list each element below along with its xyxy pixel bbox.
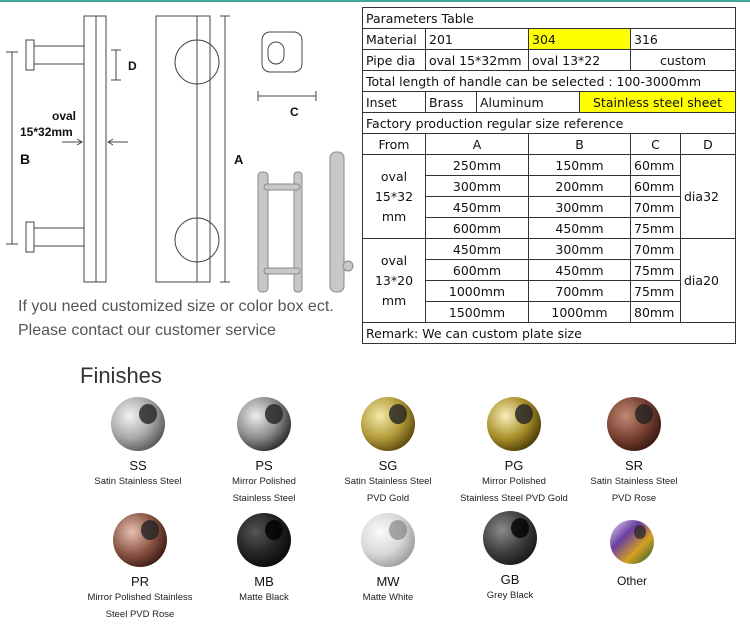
inset-aluminum: Aluminum xyxy=(477,92,580,113)
label-a: A xyxy=(234,152,244,167)
label-oval: oval xyxy=(52,109,77,123)
table-cell: 75mm xyxy=(631,260,681,281)
pipe-oval-15-32: oval 15*32mm xyxy=(426,50,529,71)
finish-name: Mirror Polished xyxy=(482,476,546,487)
material-304: 304 xyxy=(529,29,631,50)
finish-code: SG xyxy=(378,458,398,473)
table-cell: 300mm xyxy=(529,239,631,260)
table-cell: 150mm xyxy=(529,155,631,176)
finish-code: SS xyxy=(129,458,147,473)
header-a: A xyxy=(426,134,529,155)
table-cell: 200mm xyxy=(529,176,631,197)
material-label: Material xyxy=(363,29,426,50)
inset-label: Inset xyxy=(363,92,426,113)
inset-stainless-steel: Stainless steel sheet xyxy=(580,92,736,113)
finish-ss xyxy=(68,394,208,490)
total-length-row: Total length of handle can be selected : 100-3000mm xyxy=(363,71,736,92)
table-cell: 450mm xyxy=(529,218,631,239)
table-cell: 80mm xyxy=(631,302,681,323)
finish-name: Mirror Polished Stainless xyxy=(87,592,193,603)
header-from: From xyxy=(363,134,426,155)
table-cell: 1500mm xyxy=(426,302,529,323)
group2-from: oval 13*20 mm xyxy=(363,239,426,323)
finish-code: PR xyxy=(130,574,150,589)
note-customized-size: If you need customized size or color box ect. xyxy=(18,298,334,315)
remark-row: Remark: We can custom plate size xyxy=(363,323,736,344)
finish-code: PS xyxy=(255,458,273,473)
finish-code: Other xyxy=(616,574,647,588)
finish-name: Matte Black xyxy=(239,592,289,603)
table-cell: 60mm xyxy=(631,155,681,176)
table-cell: 70mm xyxy=(631,239,681,260)
table-cell: 250mm xyxy=(426,155,529,176)
table-cell: 300mm xyxy=(529,197,631,218)
finish-ball-icon xyxy=(108,394,168,454)
finish-name: Satin Stainless Steel xyxy=(344,476,432,487)
finish-sr xyxy=(564,394,704,507)
table-cell: 450mm xyxy=(529,260,631,281)
finish-pr xyxy=(70,510,210,623)
label-oval-size: 15*32mm xyxy=(20,125,73,139)
finish-name-2: Stainless Steel PVD Gold xyxy=(460,493,568,504)
finish-ps xyxy=(194,394,334,507)
top-divider-line xyxy=(0,0,750,2)
finish-ball-icon xyxy=(358,394,418,454)
header-b: B xyxy=(529,134,631,155)
finish-name: Grey Black xyxy=(486,590,534,601)
finish-gb xyxy=(440,508,580,604)
finish-ball-icon xyxy=(234,394,294,454)
table-cell: 600mm xyxy=(426,218,529,239)
finish-code: MB xyxy=(254,574,274,589)
finish-code: GB xyxy=(500,572,520,587)
finishes-title: Finishes xyxy=(80,363,162,388)
table-cell: 1000mm xyxy=(529,302,631,323)
finish-ball-icon xyxy=(358,510,418,570)
finish-mw xyxy=(318,510,458,606)
handle-technical-drawing xyxy=(0,4,360,294)
finish-name: Matte White xyxy=(362,592,414,603)
group1-d: dia32 xyxy=(681,155,736,239)
table-cell: 700mm xyxy=(529,281,631,302)
material-201: 201 xyxy=(426,29,529,50)
finish-name-2: Steel PVD Rose xyxy=(105,609,175,620)
inset-brass: Brass xyxy=(426,92,477,113)
table-cell: 1000mm xyxy=(426,281,529,302)
finish-name-2: PVD Rose xyxy=(611,493,657,504)
finish-other xyxy=(562,510,702,588)
finish-sg xyxy=(318,394,458,507)
finish-code: PG xyxy=(504,458,524,473)
table-cell: 300mm xyxy=(426,176,529,197)
header-d: D xyxy=(681,134,736,155)
finish-pg xyxy=(444,394,584,507)
finish-ball-icon xyxy=(480,508,540,568)
parameters-table xyxy=(362,7,736,344)
group1-from: oval 15*32 mm xyxy=(363,155,426,239)
label-d: D xyxy=(128,59,137,73)
table-cell: 70mm xyxy=(631,197,681,218)
factory-reference-row: Factory production regular size reference xyxy=(363,113,736,134)
header-c: C xyxy=(631,134,681,155)
table-cell: 450mm xyxy=(426,239,529,260)
table-cell: 60mm xyxy=(631,176,681,197)
finish-code: SR xyxy=(624,458,644,473)
finish-mb xyxy=(194,510,334,606)
finish-name-2: PVD Gold xyxy=(366,493,410,504)
pipe-custom: custom xyxy=(631,50,736,71)
label-c: C xyxy=(290,105,299,119)
group2-d: dia20 xyxy=(681,239,736,323)
pipe-oval-13-22: oval 13*22 xyxy=(529,50,631,71)
table-cell: 450mm xyxy=(426,197,529,218)
finish-ball-icon xyxy=(602,510,662,570)
finish-name: Satin Stainless Steel xyxy=(590,476,678,487)
finish-ball-icon xyxy=(604,394,664,454)
pipe-label: Pipe dia xyxy=(363,50,426,71)
table-cell: 75mm xyxy=(631,218,681,239)
note-contact-service: Please contact our customer service xyxy=(18,322,276,339)
finish-ball-icon xyxy=(110,510,170,570)
finish-name: Satin Stainless Steel xyxy=(94,476,182,487)
finish-ball-icon xyxy=(234,510,294,570)
handle-photo xyxy=(258,152,353,292)
finish-code: MW xyxy=(376,574,400,589)
finish-name: Mirror Polished xyxy=(232,476,296,487)
finish-name-2: Stainless Steel xyxy=(232,493,296,504)
table-cell: 75mm xyxy=(631,281,681,302)
finish-ball-icon xyxy=(484,394,544,454)
table-title: Parameters Table xyxy=(363,8,736,29)
material-316: 316 xyxy=(631,29,736,50)
label-b: B xyxy=(20,151,31,167)
table-cell: 600mm xyxy=(426,260,529,281)
